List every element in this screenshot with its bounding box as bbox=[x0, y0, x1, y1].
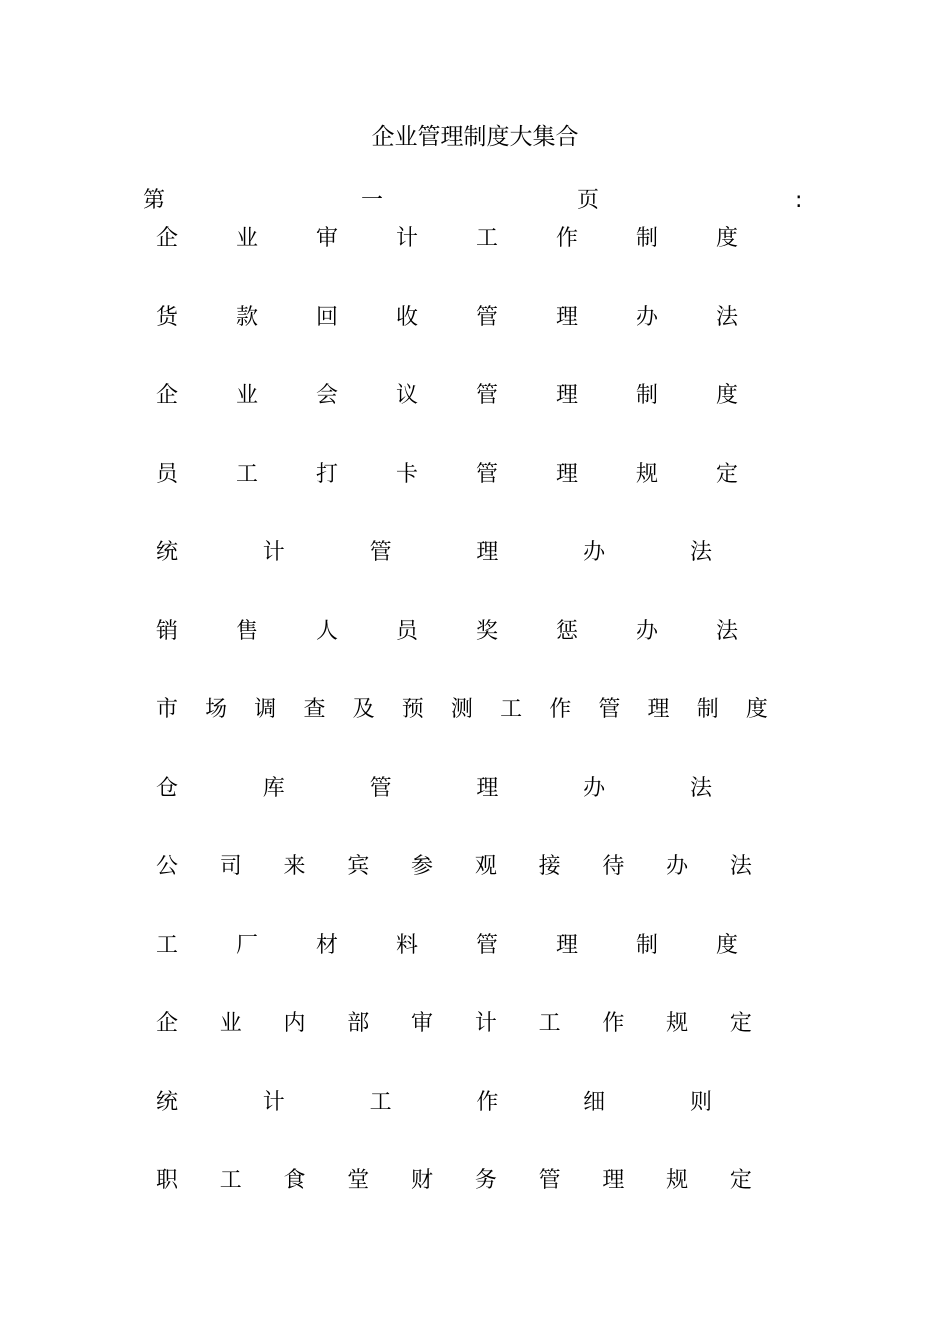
toc-char: 法 bbox=[715, 304, 738, 330]
toc-char: 计 bbox=[262, 1089, 285, 1115]
toc-char: 理 bbox=[555, 304, 578, 330]
toc-char: 办 bbox=[583, 540, 606, 565]
toc-item-text bbox=[155, 303, 739, 333]
toc-item bbox=[155, 224, 795, 303]
toc-char: 作 bbox=[555, 226, 578, 251]
toc-item-text bbox=[155, 1166, 753, 1196]
toc-char: 款 bbox=[235, 304, 258, 330]
toc-char: 业 bbox=[235, 226, 258, 251]
toc-char: 审 bbox=[315, 226, 338, 251]
toc-item bbox=[155, 617, 795, 696]
page-indicator bbox=[143, 186, 807, 216]
toc-char: 理 bbox=[555, 383, 578, 408]
toc-char: 办 bbox=[635, 618, 658, 644]
toc-char: 业 bbox=[235, 383, 258, 408]
toc-char: 内 bbox=[283, 1011, 306, 1036]
toc-item bbox=[155, 538, 795, 617]
toc-item bbox=[155, 1088, 795, 1167]
toc-char: 打 bbox=[315, 461, 338, 487]
toc-char: 法 bbox=[715, 618, 738, 644]
toc-char: 企 bbox=[155, 1011, 178, 1036]
toc-char: 办 bbox=[583, 775, 606, 801]
toc-char: 工 bbox=[475, 226, 498, 251]
toc-char: 企 bbox=[155, 226, 178, 251]
toc-char: 场 bbox=[205, 697, 228, 722]
toc-char: 计 bbox=[474, 1011, 497, 1036]
toc-char: 司 bbox=[219, 854, 242, 879]
toc-char: 管 bbox=[475, 304, 498, 330]
toc-char: 规 bbox=[635, 461, 658, 487]
toc-item-text bbox=[155, 381, 739, 411]
toc-char: 市 bbox=[155, 697, 178, 722]
toc-item-text bbox=[155, 224, 739, 254]
toc-char: 度 bbox=[715, 226, 738, 251]
toc-char: 细 bbox=[583, 1089, 606, 1115]
toc-char: 员 bbox=[395, 618, 418, 644]
toc-char: 人 bbox=[315, 618, 338, 644]
toc-char: 料 bbox=[395, 932, 418, 958]
toc-char: 理 bbox=[555, 461, 578, 487]
toc-item-text bbox=[155, 774, 713, 804]
toc-item-text bbox=[155, 695, 769, 725]
toc-char: 办 bbox=[666, 854, 689, 879]
toc-char: 工 bbox=[369, 1089, 392, 1115]
toc-char: 管 bbox=[475, 461, 498, 487]
toc-char: 作 bbox=[549, 697, 572, 722]
toc-char: 部 bbox=[347, 1011, 370, 1036]
toc-char: 管 bbox=[475, 383, 498, 408]
toc-char: 务 bbox=[474, 1168, 497, 1193]
toc-char: 则 bbox=[689, 1089, 712, 1115]
toc-char: 管 bbox=[598, 697, 621, 722]
toc-char: 材 bbox=[315, 932, 338, 958]
toc-char: 接 bbox=[538, 854, 561, 879]
toc-item bbox=[155, 774, 795, 853]
toc-char: 审 bbox=[411, 1011, 434, 1036]
toc-char: 理 bbox=[602, 1168, 625, 1193]
toc-char: 管 bbox=[369, 540, 392, 565]
page-prefix: 第 bbox=[143, 188, 166, 213]
toc-item-text bbox=[155, 1009, 753, 1039]
toc-char: 会 bbox=[315, 383, 338, 408]
toc-char: 售 bbox=[235, 618, 258, 644]
toc-char: 测 bbox=[450, 697, 473, 722]
toc-char: 规 bbox=[666, 1011, 689, 1036]
toc-char: 理 bbox=[476, 775, 499, 801]
toc-char: 工 bbox=[235, 461, 258, 487]
toc-char: 办 bbox=[635, 304, 658, 330]
toc-char: 议 bbox=[395, 383, 418, 408]
toc-char: 制 bbox=[635, 932, 658, 958]
toc-char: 企 bbox=[155, 383, 178, 408]
toc-char: 及 bbox=[352, 697, 375, 722]
toc-char: 宾 bbox=[347, 854, 370, 879]
toc-char: 销 bbox=[155, 618, 178, 644]
toc-list bbox=[155, 224, 795, 1245]
toc-item bbox=[155, 931, 795, 1010]
toc-char: 管 bbox=[475, 932, 498, 958]
toc-char: 卡 bbox=[395, 461, 418, 487]
toc-char: 定 bbox=[715, 461, 738, 487]
toc-item-text bbox=[155, 460, 739, 490]
toc-item bbox=[155, 460, 795, 539]
toc-char: 统 bbox=[155, 1089, 178, 1115]
toc-char: 货 bbox=[155, 304, 178, 330]
toc-char: 工 bbox=[538, 1011, 561, 1036]
toc-char: 参 bbox=[411, 854, 434, 879]
toc-item bbox=[155, 1009, 795, 1088]
toc-item bbox=[155, 303, 795, 382]
toc-char: 查 bbox=[303, 697, 326, 722]
toc-char: 库 bbox=[262, 775, 285, 801]
toc-char: 理 bbox=[555, 932, 578, 958]
toc-item bbox=[155, 1166, 795, 1245]
toc-char: 制 bbox=[635, 226, 658, 251]
toc-item bbox=[155, 381, 795, 460]
toc-item bbox=[155, 852, 795, 931]
toc-char: 制 bbox=[635, 383, 658, 408]
toc-char: 调 bbox=[254, 697, 277, 722]
toc-char: 理 bbox=[476, 540, 499, 565]
toc-char: 度 bbox=[715, 383, 738, 408]
toc-char: 管 bbox=[369, 775, 392, 801]
toc-char: 定 bbox=[729, 1168, 752, 1193]
toc-char: 工 bbox=[219, 1168, 242, 1193]
toc-char: 管 bbox=[538, 1168, 561, 1193]
toc-item-text bbox=[155, 538, 713, 568]
toc-char: 回 bbox=[315, 304, 338, 330]
toc-char: 待 bbox=[602, 854, 625, 879]
toc-char: 工 bbox=[155, 932, 178, 958]
toc-char: 度 bbox=[715, 932, 738, 958]
toc-char: 奖 bbox=[475, 618, 498, 644]
toc-char: 法 bbox=[729, 854, 752, 879]
toc-item-text bbox=[155, 852, 753, 882]
toc-char: 法 bbox=[689, 540, 712, 565]
toc-char: 计 bbox=[262, 540, 285, 565]
page-unit: 页 bbox=[577, 188, 600, 213]
toc-char: 统 bbox=[155, 540, 178, 565]
toc-char: 食 bbox=[283, 1168, 306, 1193]
page-number: 一 bbox=[361, 188, 384, 213]
toc-char: 来 bbox=[283, 854, 306, 879]
toc-char: 惩 bbox=[555, 618, 578, 644]
toc-char: 预 bbox=[401, 697, 424, 722]
toc-char: 制 bbox=[696, 697, 719, 722]
toc-char: 仓 bbox=[155, 775, 178, 801]
toc-char: 规 bbox=[666, 1168, 689, 1193]
toc-char: 堂 bbox=[347, 1168, 370, 1193]
toc-char: 法 bbox=[689, 775, 712, 801]
toc-char: 职 bbox=[155, 1168, 178, 1193]
toc-item-text bbox=[155, 1088, 713, 1118]
toc-char: 理 bbox=[647, 697, 670, 722]
toc-char: 作 bbox=[476, 1089, 499, 1115]
toc-char: 计 bbox=[395, 226, 418, 251]
toc-item-text bbox=[155, 617, 739, 647]
toc-char: 工 bbox=[500, 697, 523, 722]
document-title: 企业管理制度大集合 bbox=[371, 124, 579, 150]
toc-char: 业 bbox=[219, 1011, 242, 1036]
toc-char: 员 bbox=[155, 461, 178, 487]
toc-char: 作 bbox=[602, 1011, 625, 1036]
toc-char: 定 bbox=[729, 1011, 752, 1036]
toc-item-text bbox=[155, 931, 739, 961]
toc-char: 收 bbox=[395, 304, 418, 330]
page-colon: : bbox=[795, 188, 803, 213]
toc-char: 观 bbox=[474, 854, 497, 879]
toc-char: 度 bbox=[745, 697, 768, 722]
toc-char: 公 bbox=[155, 854, 178, 879]
toc-char: 厂 bbox=[235, 932, 258, 958]
toc-item bbox=[155, 695, 795, 774]
toc-char: 财 bbox=[411, 1168, 434, 1193]
